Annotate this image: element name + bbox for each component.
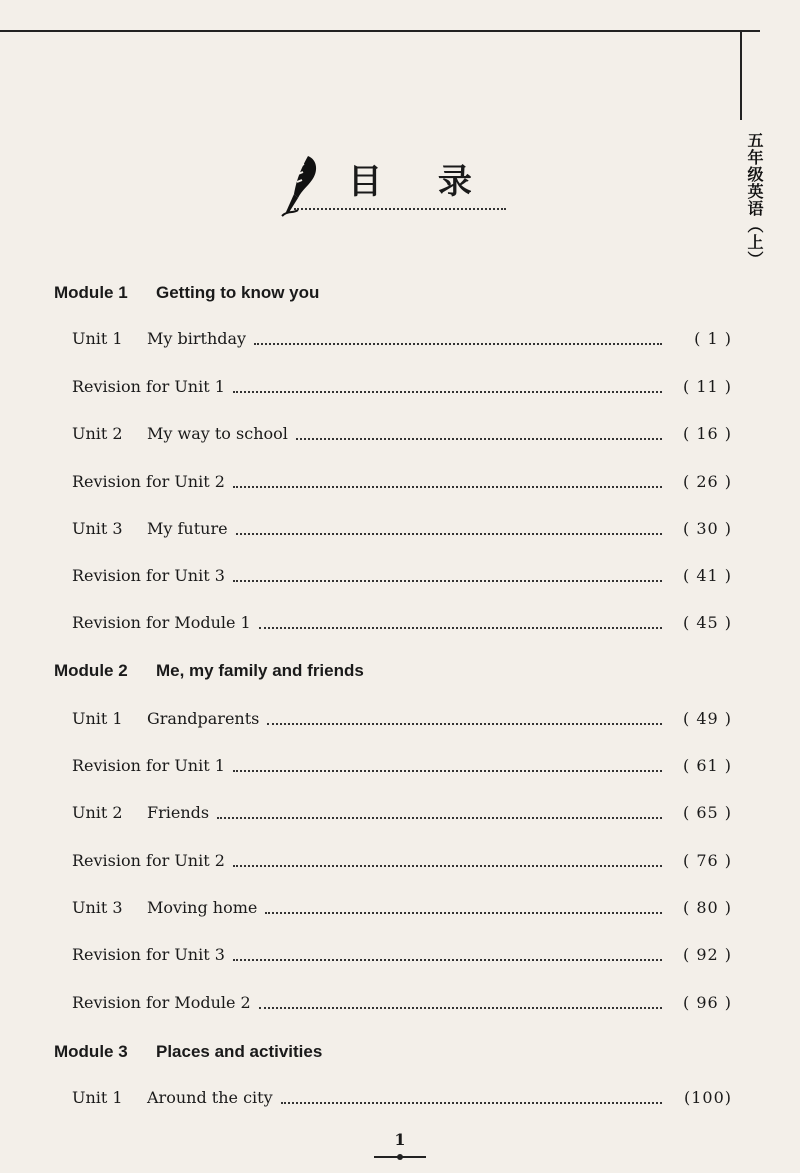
- page-ornament-icon: [370, 1152, 430, 1162]
- entry-page-number: ( 45 ): [682, 613, 732, 632]
- entry-page-number: ( 16 ): [682, 424, 732, 443]
- entry-title: Revision for Unit 1: [72, 377, 225, 396]
- dot-leader: [259, 627, 662, 629]
- dot-leader: [233, 959, 662, 961]
- dot-leader: [236, 533, 662, 535]
- dot-leader: [217, 817, 662, 819]
- entry-title: Revision for Unit 2: [72, 851, 225, 870]
- toc-entry[interactable]: [72, 613, 732, 637]
- entry-title: Revision for Unit 3: [72, 945, 225, 964]
- toc-entry[interactable]: [72, 424, 732, 448]
- dot-leader: [233, 865, 662, 867]
- entry-title: My birthday: [147, 329, 247, 348]
- module-number: Module 1: [54, 283, 128, 302]
- entry-page-number: (100): [683, 1088, 732, 1107]
- entry-title: Revision for Module 2: [72, 993, 251, 1012]
- toc-entry[interactable]: [72, 993, 732, 1017]
- toc-entry[interactable]: [72, 329, 732, 353]
- entry-title: Around the city: [147, 1088, 273, 1107]
- toc-entry[interactable]: [72, 756, 732, 780]
- page-title: 目 录: [348, 162, 494, 202]
- entry-page-number: ( 61 ): [682, 756, 732, 775]
- dot-leader: [281, 1102, 662, 1104]
- entry-title: Revision for Module 1: [72, 613, 251, 632]
- toc-title-block: [278, 150, 518, 220]
- module-number: Module 2: [54, 661, 128, 680]
- dot-leader: [296, 438, 662, 440]
- entry-unit-number: Unit 1: [72, 329, 123, 348]
- entry-page-number: ( 30 ): [682, 519, 732, 538]
- entry-page-number: ( 49 ): [682, 709, 732, 728]
- dot-leader: [233, 391, 662, 393]
- side-border-rule: [740, 30, 742, 120]
- entry-page-number: ( 41 ): [682, 566, 732, 585]
- entry-unit-number: Unit 1: [72, 1088, 123, 1107]
- dot-leader: [233, 580, 662, 582]
- module-name: Me, my family and friends: [156, 661, 364, 680]
- dot-leader: [254, 343, 662, 345]
- entry-unit-number: Unit 3: [72, 898, 123, 917]
- entry-page-number: ( 76 ): [682, 851, 732, 870]
- dot-leader: [267, 723, 662, 725]
- entry-page-number: ( 80 ): [682, 898, 732, 917]
- entry-page-number: ( 11 ): [682, 377, 732, 396]
- entry-unit-number: Unit 2: [72, 424, 123, 443]
- entry-page-number: ( 96 ): [682, 993, 732, 1012]
- entry-unit-number: Unit 2: [72, 803, 123, 822]
- entry-title: Grandparents: [147, 709, 260, 728]
- entry-unit-number: Unit 1: [72, 709, 123, 728]
- entry-title: Revision for Unit 2: [72, 472, 225, 491]
- entry-unit-number: Unit 3: [72, 519, 123, 538]
- top-border-rule: [0, 30, 760, 32]
- entry-page-number: ( 92 ): [682, 945, 732, 964]
- entry-title: Moving home: [147, 898, 258, 917]
- module-name: Places and activities: [156, 1042, 323, 1061]
- entry-title: My way to school: [147, 424, 288, 443]
- page-number: 1: [394, 1130, 406, 1149]
- toc-entry[interactable]: [72, 519, 732, 543]
- book-title-side-label: 五年级英语（上）: [745, 132, 764, 268]
- entry-title: Revision for Unit 1: [72, 756, 225, 775]
- module-number: Module 3: [54, 1042, 128, 1061]
- toc-entry[interactable]: [72, 898, 732, 922]
- toc-entry[interactable]: [72, 1088, 732, 1112]
- toc-entry[interactable]: [72, 566, 732, 590]
- title-dotted-underline: [294, 208, 506, 210]
- module-heading: [54, 661, 364, 681]
- entry-title: Friends: [147, 803, 210, 822]
- dot-leader: [265, 912, 662, 914]
- entry-page-number: ( 26 ): [682, 472, 732, 491]
- dot-leader: [233, 486, 662, 488]
- entry-title: Revision for Unit 3: [72, 566, 225, 585]
- dot-leader: [259, 1007, 662, 1009]
- module-heading: [54, 283, 319, 303]
- toc-entry[interactable]: [72, 472, 732, 496]
- entry-title: My future: [147, 519, 228, 538]
- entry-page-number: ( 65 ): [682, 803, 732, 822]
- toc-entry[interactable]: [72, 709, 732, 733]
- module-heading: [54, 1042, 322, 1062]
- toc-entry[interactable]: [72, 377, 732, 401]
- dot-leader: [233, 770, 662, 772]
- toc-entry[interactable]: [72, 803, 732, 827]
- toc-entry[interactable]: [72, 945, 732, 969]
- entry-page-number: ( 1 ): [694, 329, 732, 348]
- toc-entry[interactable]: [72, 851, 732, 875]
- module-name: Getting to know you: [156, 283, 320, 302]
